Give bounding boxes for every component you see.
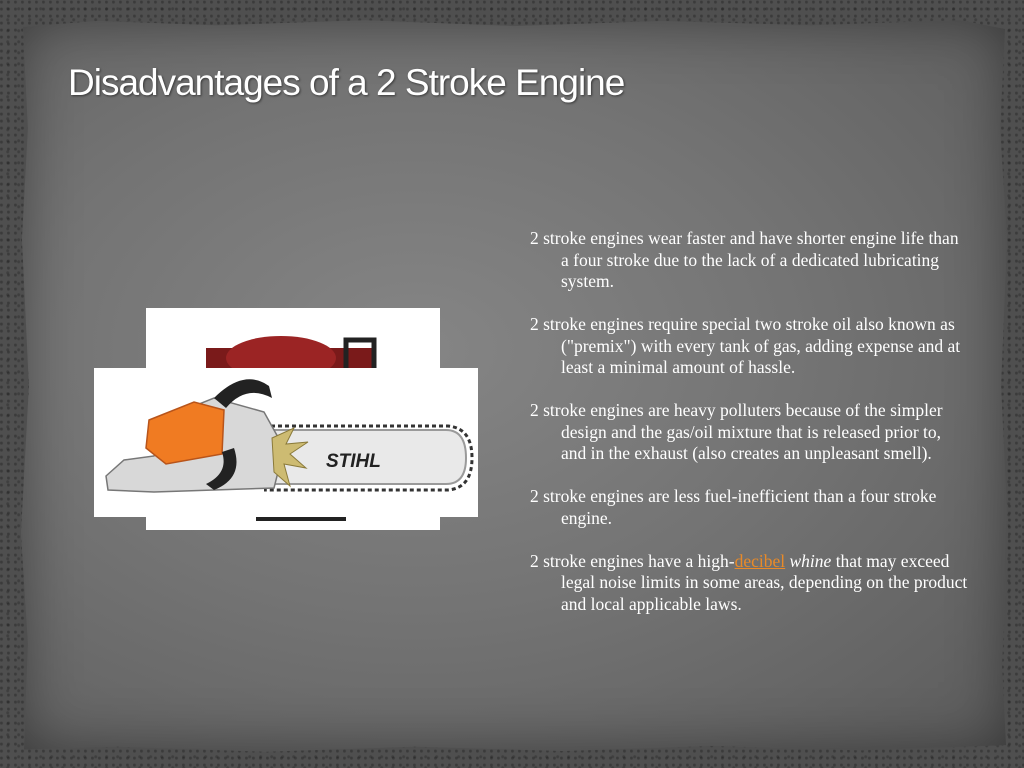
list-item-text: 2 stroke engines have a high- (530, 550, 735, 571)
slide-title: Disadvantages of a 2 Stroke Engine (68, 62, 625, 103)
chainsaw-image-icon (94, 368, 478, 517)
list-item: 2 stroke engines wear faster and have shorter engine life than a four stroke due to the lack of a dedicated lubricating system. (530, 228, 959, 291)
list-item-text: that may exceed legal noise limits in some areas, depending on the product and local applicable laws. (561, 550, 968, 614)
list-item: 2 stroke engines are heavy polluters because of the simpler design and the gas/oil mixture that is released prior to, and in the exhaust (also creates an unpleasant smell). (530, 400, 943, 463)
list-item: 2 stroke engines are less fuel-inefficient than a four stroke engine. (530, 486, 937, 528)
list-item: 2 stroke engines require special two stroke oil also known as ("premix") with every tank of gas, adding expense and at least a minimal amount of hassle. (530, 314, 961, 377)
bullet-list (530, 228, 970, 637)
stihl-logo: STIHL (326, 451, 381, 472)
italic-whine: whine (789, 550, 832, 571)
list-item (530, 551, 970, 616)
decibel-link[interactable]: decibel (734, 550, 786, 571)
